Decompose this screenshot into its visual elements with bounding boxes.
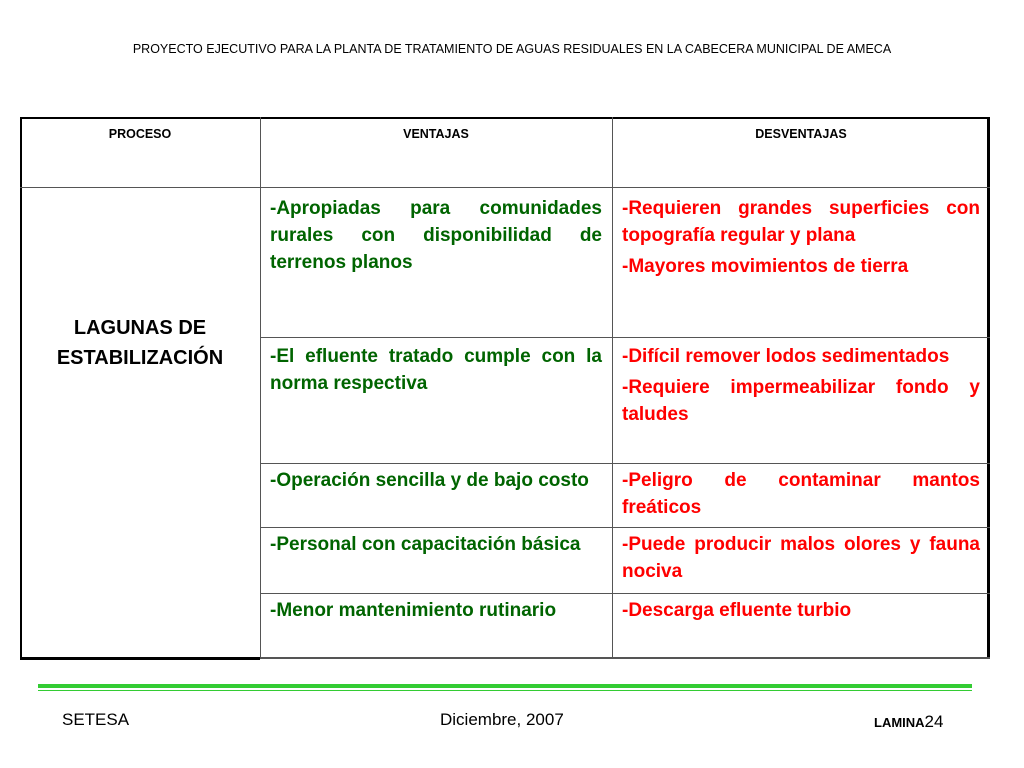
disadvantage-cell xyxy=(612,337,990,463)
column-header-desventajas: DESVENTAJAS xyxy=(755,127,847,141)
footer-rule-thick xyxy=(38,684,972,688)
footer-date: Diciembre, 2007 xyxy=(440,710,564,729)
comparison-table xyxy=(20,117,990,659)
disadvantage-text: -Puede producir malos olores y fauna nociva xyxy=(622,534,980,582)
column-header-proceso: PROCESO xyxy=(108,127,172,141)
advantage-text: -El efluente tratado cumple con la norma respectiva xyxy=(270,346,602,394)
column-divider xyxy=(260,117,261,659)
table-border-right xyxy=(987,117,990,659)
row-divider xyxy=(260,527,990,528)
advantage-cell xyxy=(260,527,612,593)
disadvantage-cell xyxy=(612,527,990,593)
page-title: PROYECTO EJECUTIVO PARA LA PLANTA DE TRATAMIENTO DE AGUAS RESIDUALES EN LA CABECERA MUNICIPAL DE AMECA xyxy=(132,42,892,56)
advantage-text: -Apropiadas para comunidades rurales con disponibilidad de terrenos planos xyxy=(270,198,602,273)
column-divider xyxy=(612,117,613,659)
disadvantage-text: -Requieren grandes superficies con topografía regular y plana xyxy=(622,198,980,246)
table-border-top xyxy=(20,117,990,119)
disadvantage-cell xyxy=(612,187,990,337)
table-border-bottom xyxy=(20,657,260,660)
disadvantage-text: -Difícil remover lodos sedimentados xyxy=(622,346,950,367)
table-border-left xyxy=(20,117,22,659)
advantage-text: -Personal con capacitación básica xyxy=(270,534,581,555)
disadvantage-cell xyxy=(612,593,990,659)
disadvantage-text: -Peligro de contaminar mantos freáticos xyxy=(622,470,980,518)
row-divider xyxy=(20,187,990,188)
table-border-bottom xyxy=(260,657,990,659)
advantage-text: -Operación sencilla y de bajo costo xyxy=(270,470,589,491)
footer-rule-thin xyxy=(38,690,972,691)
advantage-cell xyxy=(260,337,612,463)
row-divider xyxy=(260,593,990,594)
disadvantage-text: -Mayores movimientos de tierra xyxy=(622,256,909,277)
advantage-cell xyxy=(260,463,612,527)
page-number: 24 xyxy=(924,712,944,731)
disadvantage-cell xyxy=(612,463,990,527)
advantage-text: -Menor mantenimiento rutinario xyxy=(270,600,557,621)
process-cell xyxy=(20,187,260,659)
row-divider xyxy=(260,463,990,464)
footer-company: SETESA xyxy=(62,710,130,729)
advantage-cell xyxy=(260,187,612,337)
process-name: LAGUNAS DE ESTABILIZACIÓN xyxy=(56,317,224,369)
lamina-label: LAMINA xyxy=(874,715,925,730)
column-header-ventajas: VENTAJAS xyxy=(403,127,469,141)
footer-page xyxy=(874,712,943,732)
disadvantage-text: -Requiere impermeabilizar fondo y taludes xyxy=(622,377,980,425)
advantage-cell xyxy=(260,593,612,659)
row-divider xyxy=(260,337,990,338)
disadvantage-text: -Descarga efluente turbio xyxy=(622,600,852,621)
